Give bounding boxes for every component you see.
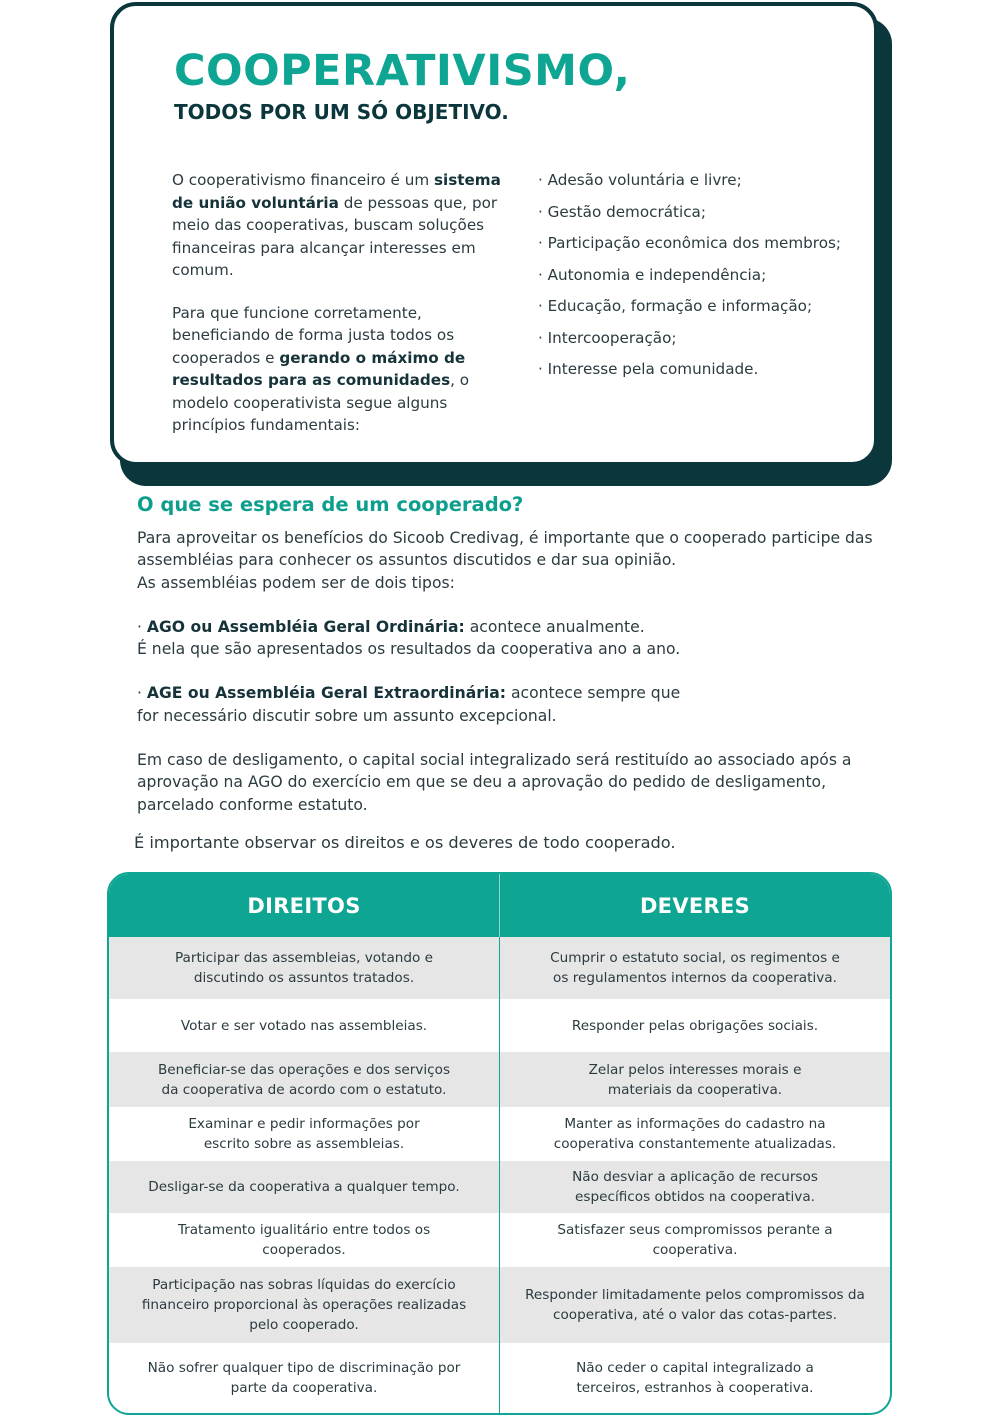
dever-cell: Não desviar a aplicação de recursos específicos obtidos na cooperativa. <box>572 1169 818 1205</box>
direito-cell: Examinar e pedir informações por escrito sobre as assembleias. <box>109 1107 500 1161</box>
intro-paragraph-1: O cooperativismo financeiro é um sistema de união voluntária de pessoas que, por meio das cooperativas, buscam soluções financeiras para alcançar interesses em comum. <box>172 171 501 279</box>
table-row <box>109 1107 890 1161</box>
principle-item: · Autonomia e independência; <box>538 264 848 287</box>
header-direitos: DIREITOS <box>109 874 500 937</box>
section-heading: O que se espera de um cooperado? <box>137 493 524 516</box>
dever-cell: Responder limitadamente pelos compromissos da cooperativa, até o valor das cotas-partes. <box>525 1287 865 1323</box>
principle-item: · Participação econômica dos membros; <box>538 232 848 255</box>
principle-item: · Educação, formação e informação; <box>538 295 848 318</box>
table-row <box>109 937 890 999</box>
intro-card <box>110 2 878 466</box>
card-intro-text <box>172 169 517 457</box>
principle-item: · Intercooperação; <box>538 327 848 350</box>
dever-cell: Não ceder o capital integralizado a terceiros, estranhos à cooperativa. <box>576 1360 814 1396</box>
direito-cell: Votar e ser votado nas assembleias. <box>109 999 500 1052</box>
dever-cell: Manter as informações do cadastro na cooperativa constantemente atualizadas. <box>553 1116 837 1152</box>
principles-list <box>538 169 848 390</box>
table-row <box>109 999 890 1052</box>
principle-item: · Interesse pela comunidade. <box>538 358 848 381</box>
table-row <box>109 1052 890 1107</box>
intro-paragraph: Para aproveitar os benefícios do Sicoob Credivag, é importante que o cooperado participe das assembléias para conhecer os assuntos discutidos e dar sua opinião. As assembléias podem ser de dois tipos: <box>137 529 873 592</box>
table-row <box>109 1267 890 1343</box>
direito-cell: Participar das assembleias, votando e discutindo os assuntos tratados. <box>109 937 500 999</box>
direito-cell: Beneficiar-se das operações e dos serviços da cooperativa de acordo com o estatuto. <box>109 1052 500 1107</box>
card-subtitle: TODOS POR UM SÓ OBJETIVO. <box>174 100 509 124</box>
age-paragraph: · AGE ou Assembléia Geral Extraordinária: acontece sempre que for necessário discutir sobre um assunto excepcional. <box>137 684 681 725</box>
direito-cell: Participação nas sobras líquidas do exercício financeiro proporcional às operações realizadas pelo cooperado. <box>109 1267 500 1343</box>
table-row <box>109 1343 890 1413</box>
section-body <box>137 527 877 838</box>
principle-item: · Gestão democrática; <box>538 201 848 224</box>
dever-cell: Zelar pelos interesses morais e materiais da cooperativa. <box>588 1061 802 1098</box>
dever-cell: Responder pelas obrigações sociais. <box>571 1017 819 1034</box>
dever-cell: Cumprir o estatuto social, os regimentos e os regulamentos internos da cooperativa. <box>550 950 840 986</box>
rights-duties-table <box>107 872 892 1415</box>
table-row <box>109 1161 890 1213</box>
direito-cell: Desligar-se da cooperativa a qualquer tempo. <box>109 1161 500 1213</box>
card-title: COOPERATIVISMO, <box>174 46 631 96</box>
table-row <box>109 1213 890 1267</box>
observe-text: É importante observar os direitos e os deveres de todo cooperado. <box>134 833 676 852</box>
intro-paragraph-2: Para que funcione corretamente, beneficiando de forma justa todos os cooperados e gerando o máximo de resultados para as comunidades, o modelo cooperativista segue alguns princípios fundamentais: <box>172 303 470 434</box>
desligamento-paragraph: Em caso de desligamento, o capital social integralizado será restituído ao associado após a aprovação na AGO do exercício em que se deu a aprovação do pedido de desligamento, parcelado conforme estatuto. <box>137 751 852 814</box>
direito-cell: Não sofrer qualquer tipo de discriminação por parte da cooperativa. <box>109 1343 500 1413</box>
direito-cell: Tratamento igualitário entre todos os cooperados. <box>109 1213 500 1267</box>
ago-paragraph: · AGO ou Assembléia Geral Ordinária: acontece anualmente. É nela que são apresentados os resultados da cooperativa ano a ano. <box>137 617 681 659</box>
dever-cell: Satisfazer seus compromissos perante a cooperativa. <box>557 1222 833 1258</box>
principle-item: · Adesão voluntária e livre; <box>538 169 848 192</box>
header-deveres: DEVERES <box>639 893 751 918</box>
table-header <box>109 874 890 937</box>
